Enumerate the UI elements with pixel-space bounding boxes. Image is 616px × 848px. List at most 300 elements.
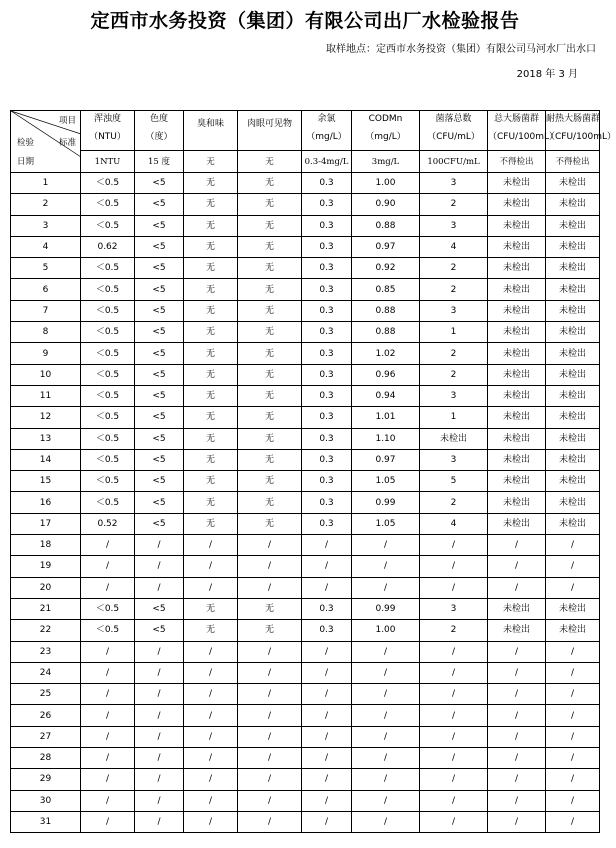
value-cell: / <box>546 726 600 747</box>
value-cell: <5 <box>135 385 184 406</box>
value-cell: <5 <box>135 513 184 534</box>
value-cell: 未检出 <box>488 194 546 215</box>
value-cell: 未检出 <box>546 449 600 470</box>
value-cell: 0.3 <box>302 385 352 406</box>
value-cell: / <box>420 641 488 662</box>
value-cell: / <box>546 641 600 662</box>
value-cell: <5 <box>135 343 184 364</box>
value-cell: ＜0.5 <box>81 173 135 194</box>
value-cell: / <box>420 705 488 726</box>
value-cell: / <box>352 662 420 683</box>
value-cell: / <box>81 641 135 662</box>
value-cell: <5 <box>135 215 184 236</box>
value-cell: 2 <box>420 343 488 364</box>
table-row <box>11 811 600 832</box>
value-cell: 无 <box>238 236 302 257</box>
value-cell: / <box>184 577 238 598</box>
standard-cell: 无 <box>184 151 238 173</box>
value-cell: / <box>546 748 600 769</box>
day-cell: 24 <box>11 662 81 683</box>
day-cell: 20 <box>11 577 81 598</box>
value-cell: 无 <box>238 428 302 449</box>
value-cell: <5 <box>135 236 184 257</box>
value-cell: 未检出 <box>546 215 600 236</box>
column-unit: （CFU/100mL） <box>546 131 616 142</box>
value-cell: / <box>488 641 546 662</box>
value-cell: ＜0.5 <box>81 194 135 215</box>
table-row <box>11 726 600 747</box>
value-cell: 未检出 <box>546 343 600 364</box>
value-cell: 未检出 <box>546 322 600 343</box>
value-cell: 无 <box>184 173 238 194</box>
value-cell: / <box>352 684 420 705</box>
value-cell: 无 <box>184 258 238 279</box>
day-cell: 14 <box>11 449 81 470</box>
corner-label-item: 项目 <box>58 116 76 126</box>
value-cell: 0.3 <box>302 343 352 364</box>
value-cell: 未检出 <box>420 428 488 449</box>
value-cell: / <box>352 556 420 577</box>
value-cell: 未检出 <box>488 322 546 343</box>
value-cell: 未检出 <box>546 513 600 534</box>
report-title: 定西市水务投资（集团）有限公司出厂水检验报告 <box>90 10 520 32</box>
value-cell: 0.3 <box>302 513 352 534</box>
value-cell: 无 <box>238 449 302 470</box>
table-row <box>11 598 600 619</box>
report-date: 2018 年 3 月 <box>516 69 578 80</box>
value-cell: / <box>488 748 546 769</box>
value-cell: 1.10 <box>352 428 420 449</box>
value-cell: 无 <box>184 194 238 215</box>
value-cell: 0.3 <box>302 364 352 385</box>
standard-cell: 1NTU <box>81 151 135 173</box>
value-cell: 2 <box>420 258 488 279</box>
diagonal-header-cell <box>11 111 81 173</box>
column-header <box>488 111 559 151</box>
value-cell: <5 <box>135 407 184 428</box>
value-cell: 无 <box>238 471 302 492</box>
value-cell: 无 <box>184 385 238 406</box>
day-cell: 15 <box>11 471 81 492</box>
column-name: 臭和味 <box>196 118 224 129</box>
value-cell: / <box>420 748 488 769</box>
value-cell: 3 <box>420 300 488 321</box>
table-row <box>11 343 600 364</box>
value-cell: 无 <box>238 258 302 279</box>
value-cell: / <box>352 641 420 662</box>
value-cell: / <box>302 535 352 556</box>
value-cell: 2 <box>420 620 488 641</box>
value-cell: / <box>546 577 600 598</box>
value-cell: 未检出 <box>488 428 546 449</box>
value-cell: 未检出 <box>546 620 600 641</box>
table-row <box>11 236 600 257</box>
value-cell: / <box>184 641 238 662</box>
value-cell: 0.97 <box>352 449 420 470</box>
value-cell: 1.01 <box>352 407 420 428</box>
value-cell: ＜0.5 <box>81 322 135 343</box>
column-header <box>420 111 488 151</box>
value-cell: 未检出 <box>546 364 600 385</box>
value-cell: <5 <box>135 194 184 215</box>
value-cell: / <box>488 769 546 790</box>
table-row <box>11 620 600 641</box>
value-cell: 3 <box>420 598 488 619</box>
value-cell: 2 <box>420 279 488 300</box>
value-cell: / <box>238 641 302 662</box>
day-cell: 22 <box>11 620 81 641</box>
value-cell: <5 <box>135 492 184 513</box>
value-cell: 无 <box>238 194 302 215</box>
value-cell: / <box>81 535 135 556</box>
value-cell: / <box>352 811 420 832</box>
value-cell: 0.88 <box>352 322 420 343</box>
value-cell: 无 <box>184 513 238 534</box>
value-cell: / <box>135 705 184 726</box>
value-cell: / <box>184 705 238 726</box>
value-cell: 1.05 <box>352 513 420 534</box>
value-cell: 1.05 <box>352 471 420 492</box>
value-cell: 未检出 <box>488 449 546 470</box>
day-cell: 27 <box>11 726 81 747</box>
value-cell: ＜0.5 <box>81 279 135 300</box>
value-cell: 未检出 <box>488 513 546 534</box>
value-cell: 无 <box>184 279 238 300</box>
value-cell: 无 <box>238 364 302 385</box>
value-cell: / <box>238 726 302 747</box>
value-cell: / <box>81 684 135 705</box>
standard-row <box>11 151 600 173</box>
value-cell: / <box>546 662 600 683</box>
value-cell: / <box>81 705 135 726</box>
table-row <box>11 705 600 726</box>
value-cell: 无 <box>184 449 238 470</box>
value-cell: 0.3 <box>302 620 352 641</box>
value-cell: / <box>135 769 184 790</box>
value-cell: 0.94 <box>352 385 420 406</box>
value-cell: / <box>81 811 135 832</box>
value-cell: 4 <box>420 513 488 534</box>
day-cell: 13 <box>11 428 81 449</box>
value-cell: / <box>184 811 238 832</box>
value-cell: / <box>184 662 238 683</box>
value-cell: 未检出 <box>546 428 600 449</box>
value-cell: ＜0.5 <box>81 407 135 428</box>
value-cell: / <box>302 769 352 790</box>
column-name: 耐热大肠菌群 <box>546 113 601 124</box>
table-row <box>11 790 600 811</box>
column-unit: （CFU/100mL） <box>488 131 559 142</box>
table-row <box>11 173 600 194</box>
value-cell: / <box>420 556 488 577</box>
value-cell: 0.3 <box>302 215 352 236</box>
value-cell: / <box>135 748 184 769</box>
value-cell: / <box>302 748 352 769</box>
value-cell: 未检出 <box>488 343 546 364</box>
value-cell: 无 <box>238 279 302 300</box>
value-cell: 0.3 <box>302 428 352 449</box>
value-cell: 0.62 <box>81 236 135 257</box>
value-cell: 未检出 <box>488 279 546 300</box>
day-cell: 31 <box>11 811 81 832</box>
value-cell: 未检出 <box>546 385 600 406</box>
value-cell: / <box>302 556 352 577</box>
table-row <box>11 662 600 683</box>
value-cell: / <box>81 769 135 790</box>
table-row <box>11 556 600 577</box>
value-cell: 未检出 <box>488 407 546 428</box>
value-cell: 5 <box>420 471 488 492</box>
value-cell: / <box>546 556 600 577</box>
table-row <box>11 279 600 300</box>
value-cell: / <box>238 556 302 577</box>
value-cell: 未检出 <box>488 258 546 279</box>
day-cell: 23 <box>11 641 81 662</box>
value-cell: 未检出 <box>546 194 600 215</box>
day-cell: 1 <box>11 173 81 194</box>
value-cell: 未检出 <box>488 492 546 513</box>
value-cell: ＜0.5 <box>81 598 135 619</box>
table-row <box>11 258 600 279</box>
value-cell: 未检出 <box>546 492 600 513</box>
day-cell: 29 <box>11 769 81 790</box>
column-header <box>238 111 302 151</box>
table-row <box>11 428 600 449</box>
value-cell: 0.3 <box>302 236 352 257</box>
value-cell: / <box>81 577 135 598</box>
value-cell: / <box>352 790 420 811</box>
day-cell: 11 <box>11 385 81 406</box>
day-cell: 30 <box>11 790 81 811</box>
value-cell: / <box>488 811 546 832</box>
value-cell: 4 <box>420 236 488 257</box>
value-cell: ＜0.5 <box>81 428 135 449</box>
column-name: 余氯 <box>317 113 336 124</box>
day-cell: 3 <box>11 215 81 236</box>
value-cell: ＜0.5 <box>81 364 135 385</box>
value-cell: 无 <box>184 471 238 492</box>
column-header <box>352 111 420 151</box>
column-unit: （度） <box>145 131 173 142</box>
day-cell: 19 <box>11 556 81 577</box>
table-row <box>11 513 600 534</box>
value-cell: 0.3 <box>302 449 352 470</box>
value-cell: 3 <box>420 449 488 470</box>
value-cell: / <box>352 748 420 769</box>
value-cell: 无 <box>184 300 238 321</box>
value-cell: / <box>420 662 488 683</box>
value-cell: 0.92 <box>352 258 420 279</box>
value-cell: / <box>420 811 488 832</box>
value-cell: / <box>546 705 600 726</box>
value-cell: / <box>238 748 302 769</box>
value-cell: 0.90 <box>352 194 420 215</box>
corner-label-standard: 标准 <box>58 138 76 148</box>
value-cell: / <box>420 726 488 747</box>
value-cell: / <box>488 726 546 747</box>
value-cell: 未检出 <box>488 364 546 385</box>
value-cell: / <box>302 684 352 705</box>
value-cell: 未检出 <box>488 215 546 236</box>
day-cell: 17 <box>11 513 81 534</box>
value-cell: 0.3 <box>302 407 352 428</box>
standard-cell: 不得检出 <box>546 151 600 173</box>
value-cell: ＜0.5 <box>81 343 135 364</box>
value-cell: ＜0.5 <box>81 492 135 513</box>
value-cell: 未检出 <box>546 236 600 257</box>
standard-cell: 100CFU/mL <box>420 151 488 173</box>
value-cell: <5 <box>135 279 184 300</box>
corner-label-date: 日期 <box>17 157 35 167</box>
value-cell: 无 <box>184 598 238 619</box>
day-cell: 26 <box>11 705 81 726</box>
value-cell: / <box>135 684 184 705</box>
value-cell: 无 <box>184 492 238 513</box>
value-cell: 0.99 <box>352 598 420 619</box>
value-cell: ＜0.5 <box>81 449 135 470</box>
value-cell: / <box>238 811 302 832</box>
value-cell: <5 <box>135 471 184 492</box>
value-cell: / <box>352 769 420 790</box>
table-row <box>11 535 600 556</box>
value-cell: ＜0.5 <box>81 471 135 492</box>
value-cell: 未检出 <box>546 407 600 428</box>
day-cell: 10 <box>11 364 81 385</box>
table-row <box>11 194 600 215</box>
value-cell: 1 <box>420 407 488 428</box>
table-row <box>11 322 600 343</box>
value-cell: 未检出 <box>488 471 546 492</box>
value-cell: 未检出 <box>546 300 600 321</box>
value-cell: / <box>135 790 184 811</box>
column-header <box>546 111 616 151</box>
value-cell: 1 <box>420 322 488 343</box>
value-cell: 无 <box>238 620 302 641</box>
value-cell: 无 <box>238 343 302 364</box>
value-cell: 2 <box>420 492 488 513</box>
value-cell: ＜0.5 <box>81 300 135 321</box>
column-name: 总大肠菌群 <box>493 113 539 124</box>
value-cell: 2 <box>420 194 488 215</box>
table-row <box>11 471 600 492</box>
value-cell: 未检出 <box>488 620 546 641</box>
value-cell: / <box>135 662 184 683</box>
value-cell: / <box>546 790 600 811</box>
value-cell: / <box>420 790 488 811</box>
day-cell: 2 <box>11 194 81 215</box>
value-cell: / <box>302 811 352 832</box>
value-cell: / <box>184 535 238 556</box>
value-cell: / <box>488 684 546 705</box>
value-cell: / <box>488 556 546 577</box>
value-cell: 未检出 <box>546 258 600 279</box>
table-row <box>11 385 600 406</box>
value-cell: / <box>81 556 135 577</box>
value-cell: / <box>238 577 302 598</box>
value-cell: 0.3 <box>302 471 352 492</box>
day-cell: 18 <box>11 535 81 556</box>
value-cell: ＜0.5 <box>81 620 135 641</box>
value-cell: / <box>238 535 302 556</box>
standard-cell: 0.3-4mg/L <box>302 151 352 173</box>
value-cell: / <box>352 535 420 556</box>
value-cell: <5 <box>135 364 184 385</box>
value-cell: 3 <box>420 215 488 236</box>
value-cell: 未检出 <box>488 598 546 619</box>
sampling-location: 取样地点：定西市水务投资（集团）有限公司马河水厂出水口 <box>326 44 596 55</box>
value-cell: / <box>135 535 184 556</box>
table-row <box>11 769 600 790</box>
value-cell: / <box>135 641 184 662</box>
value-cell: / <box>302 726 352 747</box>
value-cell: / <box>135 577 184 598</box>
value-cell: 0.3 <box>302 598 352 619</box>
value-cell: 0.96 <box>352 364 420 385</box>
standard-cell: 15 度 <box>135 151 184 173</box>
column-name: 色度 <box>149 113 168 124</box>
value-cell: <5 <box>135 322 184 343</box>
value-cell: / <box>81 790 135 811</box>
value-cell: 0.3 <box>302 492 352 513</box>
value-cell: / <box>546 684 600 705</box>
value-cell: 0.3 <box>302 173 352 194</box>
value-cell: / <box>135 726 184 747</box>
value-cell: / <box>238 705 302 726</box>
value-cell: / <box>488 662 546 683</box>
value-cell: 0.3 <box>302 279 352 300</box>
value-cell: 0.3 <box>302 194 352 215</box>
table-row <box>11 641 600 662</box>
table-row <box>11 364 600 385</box>
table-row <box>11 215 600 236</box>
value-cell: 0.88 <box>352 215 420 236</box>
value-cell: 无 <box>238 173 302 194</box>
value-cell: / <box>352 726 420 747</box>
table-row <box>11 449 600 470</box>
value-cell: / <box>420 577 488 598</box>
value-cell: <5 <box>135 449 184 470</box>
value-cell: 0.85 <box>352 279 420 300</box>
value-cell: / <box>135 811 184 832</box>
value-cell: / <box>302 577 352 598</box>
table-row <box>11 684 600 705</box>
day-cell: 6 <box>11 279 81 300</box>
value-cell: / <box>184 556 238 577</box>
day-cell: 28 <box>11 748 81 769</box>
value-cell: / <box>238 662 302 683</box>
day-cell: 8 <box>11 322 81 343</box>
column-header <box>302 111 352 151</box>
table-row <box>11 492 600 513</box>
day-cell: 9 <box>11 343 81 364</box>
value-cell: / <box>546 535 600 556</box>
value-cell: 无 <box>184 407 238 428</box>
value-cell: 0.88 <box>352 300 420 321</box>
standard-cell: 3mg/L <box>352 151 420 173</box>
day-cell: 16 <box>11 492 81 513</box>
value-cell: 无 <box>184 215 238 236</box>
value-cell: / <box>488 790 546 811</box>
value-cell: 1.00 <box>352 173 420 194</box>
column-name: 菌落总数 <box>435 113 472 124</box>
value-cell: 无 <box>184 236 238 257</box>
value-cell: <5 <box>135 258 184 279</box>
value-cell: / <box>546 769 600 790</box>
value-cell: 无 <box>238 215 302 236</box>
value-cell: / <box>302 790 352 811</box>
value-cell: / <box>184 748 238 769</box>
table-body <box>11 111 616 833</box>
